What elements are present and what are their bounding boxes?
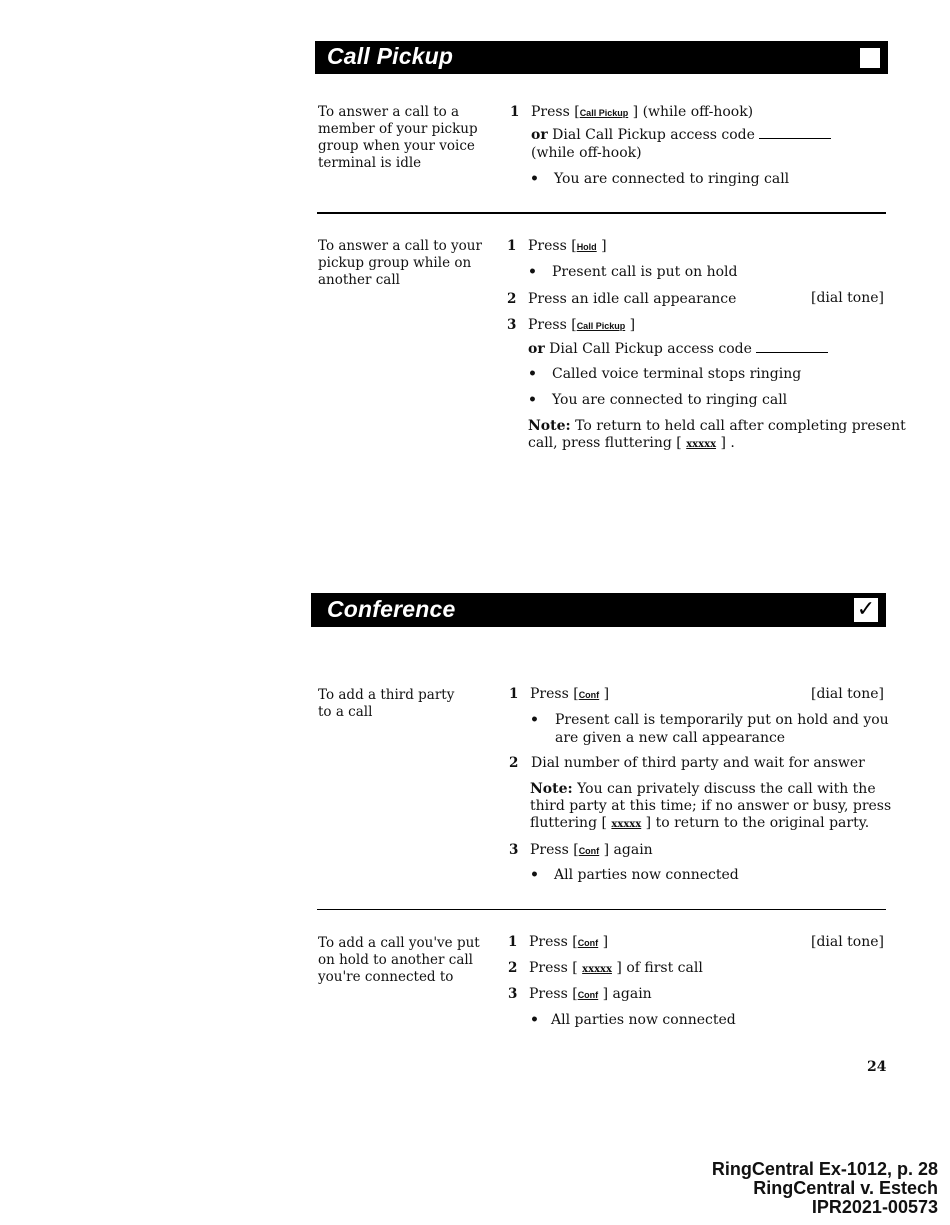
- step-text: [529, 934, 608, 952]
- text: Press [: [528, 238, 577, 254]
- or-dial-line: [531, 127, 831, 144]
- dial-tone-label: [dial tone]: [811, 934, 884, 950]
- conf-key: Conf: [578, 846, 600, 856]
- text: ] (while off-hook): [632, 104, 754, 120]
- or-label: or: [528, 341, 545, 357]
- bullet-text-cont: are given a new call appearance: [555, 730, 786, 746]
- or-dial-line: [528, 341, 828, 358]
- text: Press [: [529, 960, 578, 976]
- step-text: [529, 986, 652, 1004]
- flutter-key: xxxxx: [611, 819, 642, 830]
- step-number: 1: [509, 686, 519, 702]
- call-appearance-key: xxxxx: [582, 964, 612, 975]
- step-number: 1: [508, 934, 518, 950]
- access-code-blank: [756, 352, 828, 353]
- step-text: [528, 238, 607, 256]
- text: Press [: [528, 317, 577, 333]
- conf-key: Conf: [577, 990, 599, 1000]
- text: ] .: [720, 435, 735, 451]
- bullet-text: You are connected to ringing call: [554, 171, 790, 187]
- text: ]: [629, 317, 636, 333]
- note-cont: third party at this time; if no answer or busy, press: [530, 798, 892, 814]
- text: call, press fluttering [: [528, 435, 682, 451]
- bullet-text: You are connected to ringing call: [552, 392, 788, 408]
- bullet-text: Present call is put on hold: [552, 264, 738, 280]
- text: fluttering [: [530, 815, 607, 831]
- step-number: 2: [509, 755, 519, 771]
- footer-line-1: RingCentral Ex-1012, p. 28: [711, 1159, 938, 1179]
- page-number: 24: [867, 1059, 887, 1075]
- text: ]: [601, 238, 607, 254]
- bullet-icon: •: [528, 366, 537, 382]
- bullet-icon: •: [530, 171, 539, 187]
- note-cont: [530, 815, 869, 833]
- call-pickup-key: Call Pickup: [576, 321, 626, 331]
- bullet-text: Called voice terminal stops ringing: [552, 366, 802, 382]
- text: Press [: [529, 986, 578, 1002]
- footer-line-2: RingCentral v. Estech: [753, 1178, 938, 1198]
- call-pickup-key: Call Pickup: [579, 108, 629, 118]
- footer-line-3: IPR2021-00573: [811, 1197, 938, 1217]
- flutter-key: xxxxx: [686, 439, 717, 450]
- step-number: 1: [507, 238, 517, 254]
- bullet-icon: •: [530, 712, 539, 728]
- step-text: [530, 842, 653, 860]
- conference-header: [311, 593, 886, 627]
- empty-checkbox-icon: [860, 48, 880, 68]
- step-text: [530, 686, 609, 704]
- step-text: Dial number of third party and wait for answer: [531, 755, 865, 771]
- step-number: 2: [507, 291, 517, 307]
- step-number: 3: [507, 317, 517, 333]
- divider: [317, 909, 886, 910]
- exhibit-footer: [712, 1160, 938, 1217]
- bullet-icon: •: [528, 264, 537, 280]
- note: [530, 781, 876, 798]
- text: Press [: [530, 842, 579, 858]
- call-pickup-header: [315, 41, 888, 74]
- checkmark-icon: ✓: [854, 598, 878, 622]
- step-text: Press an idle call appearance: [528, 291, 737, 307]
- bullet-icon: •: [530, 1012, 539, 1028]
- section-title: Conference: [327, 596, 456, 622]
- conference-third-party-description: To add a third party to a call: [318, 687, 455, 720]
- section-title: Call Pickup: [327, 43, 454, 69]
- step-number: 3: [509, 842, 519, 858]
- text: ] of first call: [616, 960, 703, 976]
- text: ] again: [602, 986, 652, 1002]
- step-number: 2: [508, 960, 518, 976]
- hold-key: Hold: [576, 242, 597, 252]
- bullet-text: All parties now connected: [554, 867, 739, 883]
- text: To return to held call after completing present: [575, 418, 906, 434]
- step-text: [529, 960, 703, 978]
- step-text-cont: (while off-hook): [531, 145, 642, 161]
- text: ]: [603, 686, 610, 702]
- text: ] to return to the original party.: [645, 815, 870, 831]
- dial-tone-label: [dial tone]: [811, 686, 884, 702]
- text: Press [: [531, 104, 580, 120]
- note: [528, 418, 906, 435]
- text: Dial Call Pickup access code: [552, 127, 755, 143]
- conf-key: Conf: [578, 690, 600, 700]
- text: You can privately discuss the call with the: [577, 781, 876, 797]
- or-label: or: [531, 127, 548, 143]
- text: Press [: [530, 686, 579, 702]
- note-label: Note:: [530, 781, 573, 797]
- note-label: Note:: [528, 418, 571, 434]
- conference-held-call-description: To add a call you've put on hold to another call you're connected to: [318, 935, 480, 985]
- text: ] again: [603, 842, 653, 858]
- bullet-icon: •: [530, 867, 539, 883]
- text: Press [: [529, 934, 578, 950]
- step-number: 1: [510, 104, 520, 120]
- divider: [317, 212, 886, 214]
- text: ]: [602, 934, 609, 950]
- bullet-text: All parties now connected: [551, 1012, 736, 1028]
- note-cont: [528, 435, 735, 453]
- bullet-text: Present call is temporarily put on hold and you: [555, 712, 889, 728]
- bullet-icon: •: [528, 392, 537, 408]
- text: Dial Call Pickup access code: [549, 341, 752, 357]
- step-number: 3: [508, 986, 518, 1002]
- pickup-busy-description: To answer a call to your pickup group while on another call: [318, 238, 482, 288]
- step-text: [528, 317, 635, 335]
- conf-key: Conf: [577, 938, 599, 948]
- step-text: [531, 104, 753, 122]
- access-code-blank: [759, 138, 831, 139]
- pickup-idle-description: To answer a call to a member of your pickup group when your voice terminal is idle: [318, 104, 478, 171]
- dial-tone-label: [dial tone]: [811, 290, 884, 306]
